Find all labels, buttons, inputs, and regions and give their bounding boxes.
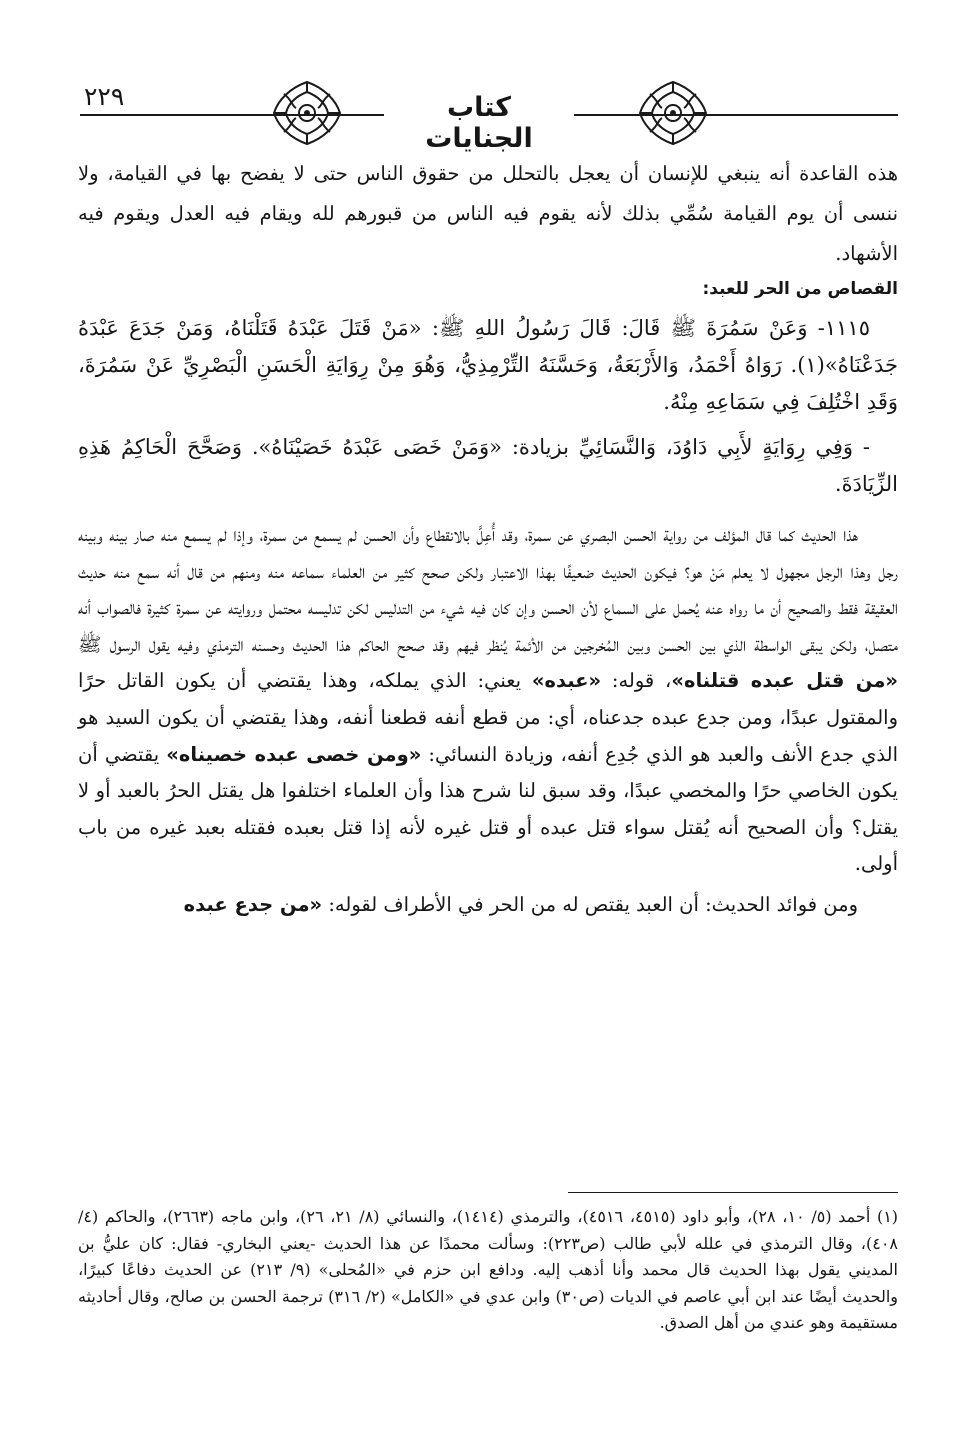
page-number: ٢٢٩ [84,82,125,111]
hadith-quote: «من قتل عبده قتلناه» [671,669,898,693]
ornament-right-icon [632,78,714,148]
commentary-text: ، قوله: [601,669,672,693]
hadith-quote: «من جدع عبده [183,892,323,916]
intro-paragraph: هذه القاعدة أنه ينبغي للإنسان أن يعجل بالتحلل من حقوق الناس حتى لا يفضح بها في القيامة، ولا ننسى أن يوم القيامة سُمِّي بذلك لأنه يقوم فيه الناس من قبورهم لله ويقام فيه العدل ويقوم فيه الأشهاد. [78,162,898,265]
commentary-text: هذا الحديث كما قال المؤلف من رواية الحسن البصري عن سمرة، وقد أُعِلَّ بالانقطاع وأن الحسن لم يسمع من سمرة، وإذا لم يسمع منه صار بينه وبينه رجل وهذا الرجل مجهول لا يعلم مَنْ هو؟ فيكون الحديث ضعيفًا بهذا الاعتبار ولكن صحح كثير من العلماء سماعه منه ومنهم من قال أنه سمع منه حديث العقيقة فقط والصحيح أن ما رواه عنه يُحمل على السماع لأن الحسن وإن كان فيه شيء من التدليس لكن تدليسه محتمل وروايته عن سمرة كثيرة فالصواب أنه متصل، ولكن يبقى الواسطة الذي بين الحسن وبين المُخرجين من الأئمة يُنظر فيهم وقد صحح الحاكم هذا الحديث وحسنه الترمذي وفيه يقول الرسول ﷺ [78,523,898,656]
benefits-paragraph [78,887,898,924]
footnote: (١) أحمد (٥/ ١٠، ٢٨)، وأبو داود (٤٥١٥، ٤٥١٦)، والترمذي (١٤١٤)، والنسائي (٨/ ٢١، ٢٦)، وابن ماجه (٢٦٦٣)، والحاكم (٤/ ٤٠٨)، وقال الترمذي في علله لأبي طالب (ص٢٢٣): وسألت محمدًا عن هذا الحديث -يعني البخاري- فقال: كان عليُّ بن المديني يقول بهذا الحديث قال محمد وأنا أذهب إليه. ودافع ابن حزم في «المُحلى» (٩/ ٢١٣) عن الحديث دفاعًا كبيرًا، والحديث أيضًا عند ابن أبي عاصم في الديات (ص٣٠) وابن عدي في «الكامل» (٢/ ٣١٦) ترجمة الحسن بن صالح، وقال أحاديثه مستقيمة وهو عندي من أهل الصدق. [78,1207,899,1333]
commentary-text: يقتضي أن يكون الخاصي حرًا والمخصي عبدًا، وقد سبق لنا شرح هذا وأن العلماء اختلفوا هل يقتل الحرُ بالعبد أو لا يقتل؟ وأن الصحيح أنه يُقتل سواء قتل عبده أو قتل غيره لأنه إذا قتل بعبده فقتله بعبد غيره من باب أولى. [78,742,898,876]
ornament-left-icon [266,78,348,148]
section-heading: القصاص من الحر للعبد: [702,279,898,299]
commentary-text: يعني: الذي يملكه، وهذا يقتضي أن يكون القاتل حرًا والمقتول عبدًا، ومن جدع عبده جدعناه، أي: من قطع أنفه قطعنا أنفه، وهذا يقتضي أن يكون السيد هو الذي جدع الأنف والعبد هو الذي جُدِع أنفه، وزيادة النسائي: [78,669,898,766]
page-header [80,78,898,154]
footnote-rule [568,1192,898,1193]
benefit-text: ومن فوائد الحديث: أن العبد يقتص له من الحر في الأطراف لقوله: [322,892,858,916]
hadith-quote: «ومن خصى عبده خصيناه» [166,742,422,766]
hadith-text: ١١١٥- وَعَنْ سَمُرَةَ ﷺ قَالَ: قَالَ رَسُولُ اللهِ ﷺ: «مَنْ قَتَلَ عَبْدَهُ قَتَلْنَاهُ، وَمَنْ جَدَعَ عَبْدَهُ جَدَعْنَاهُ»(١). رَوَاهُ أَحْمَدُ، وَالأَرْبَعَةُ، وَحَسَّنَهُ التِّرْمِذِيُّ، وَهُوَ مِنْ رِوَايَةِ الْحَسَنِ الْبَصْرِيِّ عَنْ سَمُرَةَ، وَقَدِ اخْتُلِفَ فِي سَمَاعِهِ مِنْهُ. [78,316,898,414]
chapter-title: كتاب الجنايات [384,92,574,154]
commentary-paragraph [78,517,898,883]
hadith-quote: «عبده» [531,669,602,693]
hadith-additional-narration: - وَفِي رِوَايَةٍ لأَبِي دَاوُدَ، وَالنَّسَائِيِّ بزيادة: «وَمَنْ خَصَى عَبْدَهُ خَصَيْنَاهُ». وَصَحَّحَ الْحَاكِمُ هَذِهِ الزِّيَادَةَ. [78,435,898,496]
main-text [78,150,898,924]
